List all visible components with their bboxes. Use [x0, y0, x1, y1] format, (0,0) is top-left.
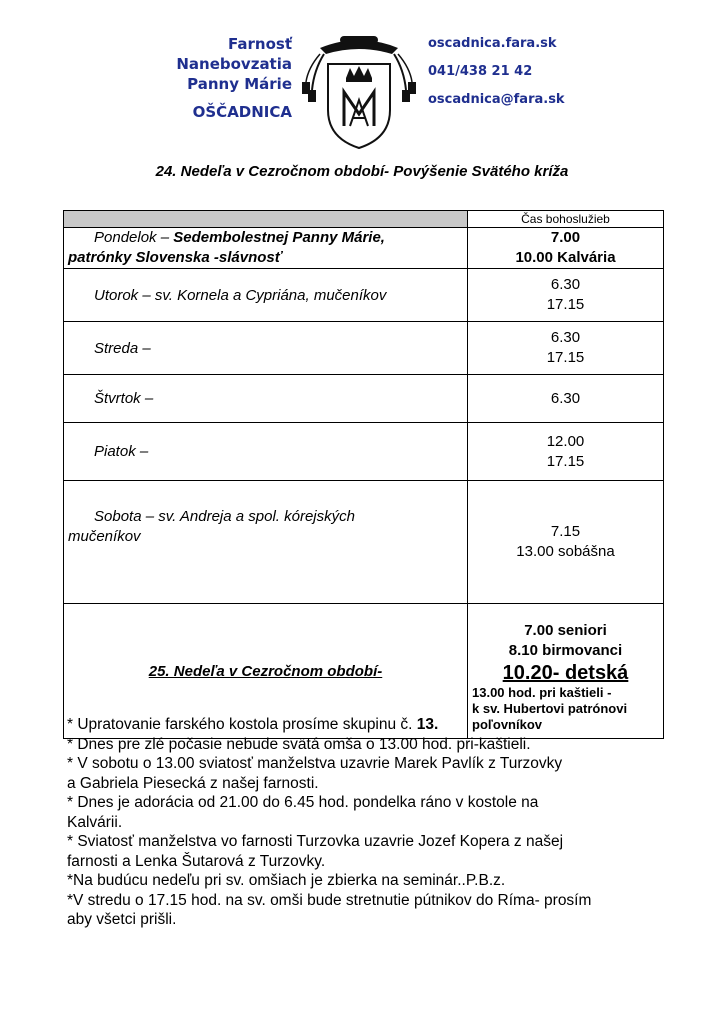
day-name: Sobota – sv. Andreja a spol. kórejských: [94, 508, 355, 525]
announcements: [67, 715, 687, 930]
time-1: 7.00: [550, 229, 581, 246]
time-1: 6.30: [550, 329, 581, 346]
day-cell: Utorok – sv. Kornela a Cypriána, mučeníkov: [64, 269, 468, 322]
parish-line-1: Farnosť: [228, 35, 292, 53]
time-cell: [468, 228, 664, 269]
time-1: 7.15: [550, 523, 581, 540]
table-header-row: [64, 211, 664, 228]
time-4: 13.00 hod. pri kaštieli -: [472, 685, 612, 700]
note-3-cont: a Gabriela Piesecká z našej farnosti.: [67, 774, 319, 792]
time-1: 12.00: [546, 432, 585, 450]
feast-name: Sedembolestnej Panny Márie,: [173, 229, 385, 246]
note-3: * V sobotu o 13.00 sviatosť manželstva uzavrie Marek Pavlík z Turzovky: [67, 755, 563, 772]
time-cell: [468, 269, 664, 322]
table-row: [64, 423, 664, 481]
phone-number: 041/438 21 42: [428, 64, 533, 79]
time-2: 8.10 birmovanci: [508, 642, 623, 659]
day-cell: [64, 228, 468, 269]
note-7: *V stredu o 17.15 hod. na sv. omši bude stretnutie pútnikov do Ríma- prosím: [67, 891, 592, 909]
parish-name: [150, 34, 292, 122]
table-row: [64, 481, 664, 604]
time-3: 10.20- detská: [502, 662, 629, 684]
header-blank-cell: [64, 211, 468, 228]
time-1: 6.30: [550, 276, 581, 293]
table-row: [64, 269, 664, 322]
page-title: 24. Nedeľa v Cezročnom období- Povýšenie Svätého kríža: [155, 163, 569, 180]
day-cell: Streda –: [64, 322, 468, 375]
parish-line-3: Panny Márie: [187, 75, 292, 93]
day-cell: [64, 481, 468, 604]
time-2: 17.15: [546, 349, 585, 366]
time-6: poľovníkov: [472, 717, 543, 732]
note-5-cont: farnosti a Lenka Šutarová z Turzovky.: [67, 852, 326, 870]
time-5: k sv. Hubertovi patrónovi: [472, 701, 628, 716]
note-1-group: 13.: [416, 716, 439, 733]
note-2: * Dnes pre zlé počasie nebude svätá omša o 13.00 hod. pri-kaštieli.: [67, 735, 531, 753]
note-5: * Sviatosť manželstva vo farnosti Turzovka uzavrie Jozef Kopera z našej: [67, 833, 564, 850]
note-4-cont: Kalvárii.: [67, 813, 123, 831]
time-2: 10.00 Kalvária: [515, 249, 616, 266]
day-name: Pondelok –: [94, 229, 174, 246]
sunday-title: 25. Nedeľa v Cezročnom období-: [64, 604, 468, 739]
time-1: 7.00 seniori: [524, 622, 607, 639]
feast-name-cont: patrónky Slovenska -slávnosť: [68, 249, 282, 266]
time-header: Čas bohoslužieb: [468, 211, 664, 228]
time-2: 17.15: [546, 452, 585, 470]
day-name-cont: mučeníkov: [68, 528, 141, 545]
parish-coat-of-arms-icon: [300, 30, 418, 150]
note-1-text: * Upratovanie farského kostola prosíme skupinu č.: [67, 716, 417, 733]
note-4: * Dnes je adorácia od 21.00 do 6.45 hod. pondelka ráno v kostole na: [67, 794, 539, 811]
day-cell: Štvrtok –: [64, 375, 468, 423]
time-cell: [468, 481, 664, 604]
email-link[interactable]: oscadnica@fara.sk: [428, 92, 565, 107]
day-cell: Piatok –: [64, 423, 468, 481]
website-link[interactable]: oscadnica.fara.sk: [428, 36, 557, 51]
parish-line-2: Nanebovzatia: [176, 55, 292, 73]
note-7-cont: aby všetci prišli.: [67, 911, 177, 928]
time-cell: [468, 322, 664, 375]
schedule-table: [63, 210, 664, 739]
table-row: [64, 375, 664, 423]
time-2: 17.15: [546, 296, 585, 313]
contact-block: [428, 36, 565, 120]
note-6: *Na budúcu nedeľu pri sv. omšiach je zbierka na seminár..P.B.z.: [67, 872, 506, 889]
time-cell: [468, 375, 664, 423]
town-name: OŠČADNICA: [192, 103, 292, 121]
time-cell: [468, 423, 664, 481]
table-row: [64, 228, 664, 269]
time-1: 6.30: [550, 389, 581, 407]
time-2: 13.00 sobášna: [516, 543, 615, 560]
note-1: [67, 715, 687, 735]
table-row: [64, 322, 664, 375]
